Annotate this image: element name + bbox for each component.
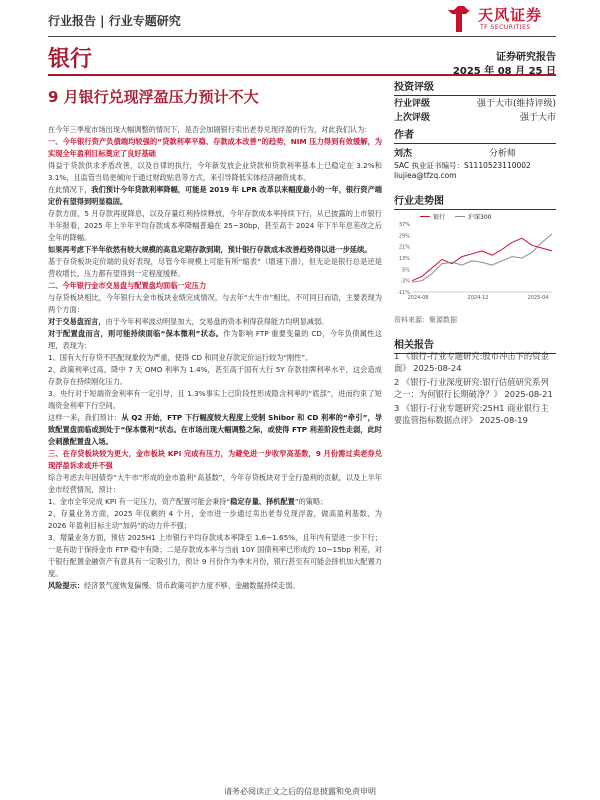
- paragraph: 这样一来，我们预计：从 Q2 开始，FTP 下行幅度较大程度上受制 Shibor 和 CD 利率的“牵引”，导致配置盘面临或到处于“保本微利”状态。在市场出现大幅调整之际，或使得 FTP 利差阶段性走弱，此时会刺激配置盘入场。: [48, 413, 382, 446]
- series-line: [412, 238, 552, 281]
- series-line: [412, 234, 552, 282]
- y-tick-label: -3%: [400, 278, 410, 285]
- trend-heading: 行业走势图: [394, 192, 556, 210]
- y-tick-label: 37%: [398, 222, 410, 228]
- risk-note: 风险提示：经济景气度恢复偏慢、货币政策可护力度不够、金融数据持续走弱。: [48, 581, 300, 590]
- logo-en: TF SECURITIES: [480, 24, 531, 31]
- prev-rating-row: [394, 110, 556, 123]
- logo-cn: 天风证券: [478, 6, 543, 24]
- body-text: [48, 124, 382, 592]
- tf-logo-icon: [444, 4, 474, 34]
- prev-rating-value: 强于大市: [519, 113, 556, 123]
- paragraph: 得益于贷款供求矛盾改善，以及自律的执行，今年新发放企业贷款和贷款利率基本上已稳定在 3.2%和 3.1%，且监管当局更倾向于通过财政贴息等方式，来引导降低实体经济融资成本。: [48, 161, 382, 182]
- paragraph: 与存贷板块相比，今年银行大金市板块业绩完成情况，与去年“大牛市”相比，不可同日而语，主要表现为两个方面：: [48, 293, 382, 314]
- paragraph: 存款方面，5 月存款再度降息，以及存量红利持续释放，今年存款成本率持续下行，从已披露的上市银行半年报看，2025 年上半年平均存款成本率降幅普遍在 25~30bp，甚至高于 2024 年下半年息差改之后全年的降幅。: [48, 209, 382, 242]
- disclaimer-footer: 请务必阅读正文之后的信息披露和免责申明: [224, 787, 376, 796]
- section-heading-2: 二、今年银行金市交易盘与配置盘均面临一定压力: [48, 281, 207, 290]
- paragraph: 如果再考虑下半年依然有较大规模的高息定期存款到期，预计银行存款成本改善趋势得以进一步延续。: [48, 245, 372, 254]
- related-item[interactable]: 1 《银行-行业专题研究:股市冲击下的资金面》 2025-08-24: [394, 351, 549, 373]
- section-heading-1: 一、今年银行资产负债端均较强的“贷款利率平稳、存款成本改善”的趋势，NIM 压力得到有效缓解，为实现全年盈利目标奠定了良好基础: [48, 137, 382, 158]
- title-divider: [48, 74, 556, 76]
- related-list: [394, 350, 556, 426]
- trend-chart: [394, 206, 556, 306]
- paragraph: 综合考虑去年因债券“大牛市”形成的金市盈利“高基数”，今年存贷板块对于全行盈利的贡献，以及上半年金市经营情况，预计：: [48, 473, 382, 494]
- list-item: 1、金市全年完成 KPI 有一定压力，资产配置可能会秉持“稳定存量、择机配置”的策略；: [48, 497, 328, 506]
- rating-value: 强于大市(维持评级): [476, 99, 556, 109]
- x-tick-label: 2025-04: [527, 295, 549, 301]
- y-tick-label: 13%: [398, 256, 410, 262]
- rating-row: [394, 96, 556, 109]
- y-tick-label: -11%: [397, 290, 410, 296]
- legend-hs300: 沪深300: [455, 212, 491, 221]
- prev-rating-label: 上次评级: [394, 113, 431, 123]
- analyst-heading: 作者: [394, 126, 556, 144]
- list-item: 2、政策利率过高，降中 7 天 OMO 利率为 1.4%，甚至高于国有大行 5Y 存款挂牌利率水平，这会造成存款存在持续刚化压力。: [48, 365, 382, 386]
- industry-name: 银行: [48, 47, 93, 72]
- rating-label: 行业评级: [394, 99, 431, 109]
- report-category: 行业报告 | 行业专题研究: [48, 14, 181, 28]
- related-item[interactable]: 3 《银行-行业专题研究:25H1 商业银行主要监管指标数据点评》 2025-08-19: [394, 403, 549, 425]
- report-title: 9 月银行兑现浮盈压力预计不大: [48, 88, 259, 106]
- y-tick-label: 21%: [398, 244, 410, 251]
- list-item: 2、存量业务方面，2025 年仅剩的 4 个月，金市进一步通过卖出老券兑现浮盈，做高盈利基数，为 2026 年盈利目标主动“加码”的动力并不强；: [48, 509, 382, 530]
- paragraph: 基于存贷板块定价端的良好表现，尽管今年规模上可能有所“缩表”（增速下滑），但无论是银行总是还是营收增长，压力都有望得到一定程度缓释。: [48, 257, 382, 278]
- paragraph: 对于交易盘而言，由于今年利率波动明显加大，交易盘的资本利得获得能力均明显减弱。: [48, 317, 329, 326]
- paragraph: 在此情况下，我们预计今年贷款利率降幅，可能是 2019 年 LPR 改革以来幅度最小的一年，银行资产端定价有望得到明显稳固。: [48, 185, 382, 206]
- list-item: 1、国有大行存贷不匹配现象较为严重，使得 CD 和同业存款定价运行较为“刚性”。: [48, 353, 313, 362]
- analyst-email[interactable]: liujiea@tfzq.com: [394, 171, 457, 180]
- analyst-cert: SAC 执业证书编号：S1110523110002: [394, 161, 531, 170]
- rating-heading: 投资评级: [394, 78, 556, 96]
- x-tick-label: 2024-08: [407, 295, 429, 301]
- list-item: 3、增量业务方面，预估 2025H1 上市银行平均存款成本率降至 1.6~1.65%，且年内有望进一步下行；一是有助于保持金市 FTP 稳中有降；二是存款成本率与当前 10Y 国债利率已形成约 10~15bp 利差，对于银行配置金融资产有意具有一定吸引力，预计 9 月份作为季末月份，银行甚至有可能会择机加大配置力度。: [48, 533, 382, 578]
- y-tick-label: 29%: [398, 233, 410, 240]
- report-date: 2025 年 08 月 25 日: [452, 66, 556, 77]
- analyst-row: [394, 146, 556, 159]
- top-divider: [48, 36, 556, 37]
- list-item: 3、央行对于短端资金利率有一定引导，且 1.3%事实上已阶段性形成隐含利率的“底部”，进而约束了短端资金利率下行空间。: [48, 389, 382, 410]
- report-type: 证券研究报告: [496, 52, 556, 63]
- y-tick-label: 5%: [402, 267, 410, 274]
- legend-bank: 银行: [420, 212, 445, 221]
- paragraph: 对于配置盘而言，则可能持续面临“保本微利”状态。作为影响 FTP 重要变量的 CD，今年负债属性这理，表现为：: [48, 329, 382, 350]
- analyst-role: 分析师: [488, 149, 516, 159]
- intro-paragraph: 在今年三季度市场出现大幅调整的情况下，是否会加剧银行卖出老券兑现浮盈的行为，对此我们认为：: [48, 125, 372, 134]
- related-item[interactable]: 2 《银行-行业深度研究:银行估值研究系列之一：为何银行长期破净？》 2025-08-21: [394, 377, 553, 399]
- x-tick-label: 2024-12: [467, 295, 489, 301]
- chart-source: 资料来源：聚源数据: [394, 316, 457, 324]
- analyst-name: 刘杰: [394, 149, 413, 159]
- related-heading: 相关报告: [394, 336, 556, 354]
- company-logo: [444, 2, 556, 36]
- section-heading-3: 三、在存贷板块较为更大，金市板块 KPI 完成有压力，为避免进一步收窄高基数，9 月份需过卖老券兑现浮盈诉求或并不强: [48, 449, 382, 470]
